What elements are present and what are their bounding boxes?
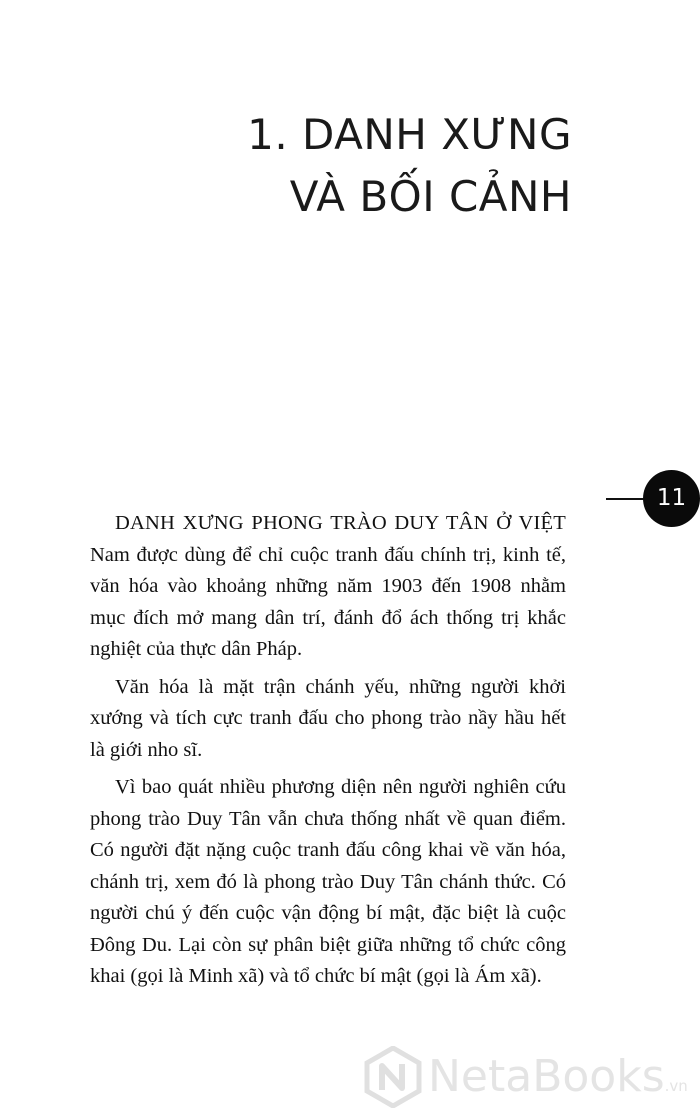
watermark-text <box>428 1051 688 1112</box>
page-marker-rule <box>606 498 646 500</box>
chapter-title <box>247 104 572 228</box>
paragraph-3: Vì bao quát nhiều phương diện nên người nghiên cứu phong trào Duy Tân vẫn chưa thống nhất về quan điểm. Có người đặt nặng cuộc tranh đấu công khai về văn hóa, chánh trị, xem đó là phong trào Duy Tân chánh thức. Có người chú ý đến cuộc vận động bí mật, đặc biệt là cuộc Đông Du. Lại còn sự phân biệt giữa những tổ chức công khai (gọi là Minh xã) và tổ chức bí mật (gọi là Ám xã). <box>90 776 566 987</box>
page-number-marker <box>606 470 700 528</box>
netabooks-logo-icon <box>362 1046 424 1108</box>
paragraph-1-lead: DANH XƯNG PHONG TRÀO DUY TÂN Ở VIỆT <box>115 512 566 534</box>
watermark-suffix: .vn <box>664 1077 688 1095</box>
watermark <box>362 1046 692 1108</box>
page-number: 11 <box>643 470 700 527</box>
chapter-title-line-2: VÀ BỐI CẢNH <box>289 172 572 221</box>
paragraph-2: Văn hóa là mặt trận chánh yếu, những người khởi xướng và tích cực tranh đấu cho phong trào nầy hầu hết là giới nho sĩ. <box>90 675 566 761</box>
watermark-brand: NetaBooks <box>428 1051 665 1102</box>
body-text <box>90 508 566 999</box>
paragraph-1 <box>90 508 566 666</box>
chapter-title-line-1: 1. DANH XƯNG <box>247 110 572 159</box>
paragraph-1-text: Nam được dùng để chỉ cuộc tranh đấu chính trị, kinh tế, văn hóa vào khoảng những năm 1903 đến 1908 nhằm mục đích mở mang dân trí, đánh đổ ách thống trị khắc nghiệt của thực dân Pháp. <box>90 543 566 660</box>
